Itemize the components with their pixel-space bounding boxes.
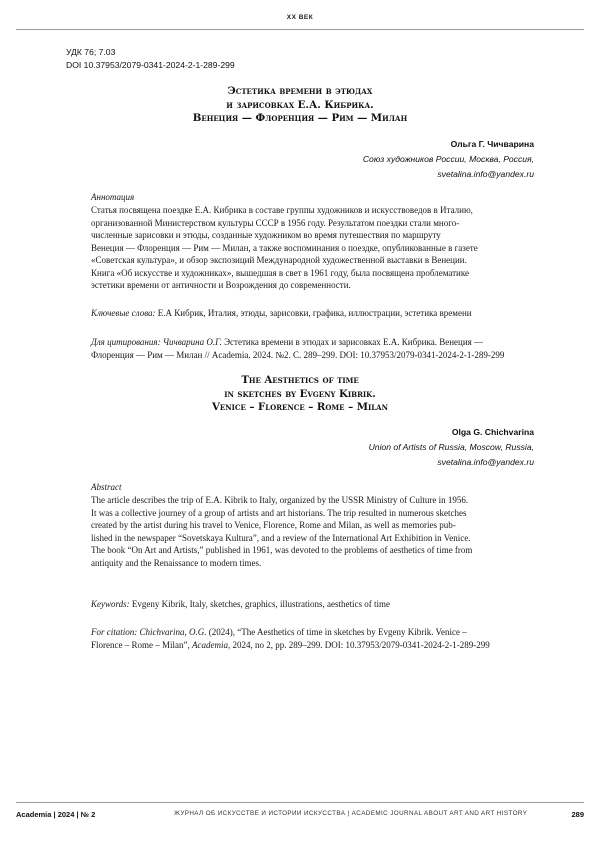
abstract-ru-line: Книга «Об искусстве и художниках», вышедшая в свет в 1961 году, была посвящена проблематике — [91, 267, 470, 278]
citation-en — [91, 626, 534, 651]
title-en — [66, 374, 534, 415]
citation-en-line2a: Florence – Rome – Milan”, — [91, 639, 190, 650]
author-affiliation-en: Union of Artists of Russia, Moscow, Russia, — [368, 442, 534, 452]
footer-rule — [16, 802, 584, 803]
abstract-en-line: antiquity and the Renaissance to modern times. — [91, 557, 262, 568]
author-email-ru[interactable]: svetalina.info@yandex.ru — [437, 169, 534, 179]
footer-journal-description: ЖУРНАЛ ОБ ИСКУССТВЕ И ИСТОРИИ ИСКУССТВА | ACADEMIC JOURNAL ABOUT ART AND ART HISTORY — [174, 810, 528, 817]
abstract-ru-line: численные зарисовки и этюды, созданные художником во время путешествия по маршруту — [91, 230, 441, 240]
title-ru — [66, 85, 534, 126]
abstract-en-line: created by the artist during his travel to Venice, Florence, Rome and Milan, as well as memories pub- — [91, 520, 456, 530]
citation-label-en: For citation: — [91, 627, 138, 637]
title-en-line: in sketches by Evgeny Kibrik. — [224, 387, 376, 400]
abstract-en-line: It was a collective journey of a group of artists and art historians. The trip resulted in numerous sketches — [91, 507, 467, 518]
citation-author-en: Chichvarina, O.G. — [139, 627, 207, 637]
title-en-line: The Aesthetics of time — [241, 374, 359, 386]
abstract-en-line: lished in the newspaper “Sovetskaya Kultura”, and a review of the International Art Exhibition in Venice. — [91, 532, 471, 543]
title-ru-line: и зарисовках Е.А. Кибрика. — [226, 98, 374, 111]
author-block-en — [369, 425, 534, 470]
title-ru-line: Эстетика времени в этюдах — [227, 85, 373, 97]
citation-ru — [91, 336, 534, 361]
author-name-en: Olga G. Chichvarina — [451, 427, 534, 437]
citation-en-line2b: , 2024, no 2, pp. 289–299. DOI: 10.37953/2079-0341-2024-2-1-289-299 — [227, 639, 490, 650]
citation-author-ru: Чичварина О.Г. — [162, 337, 222, 347]
title-ru-line: Венеция — Флоренция — Рим — Милан — [192, 112, 408, 124]
abstract-ru-line: эстетики времени от античности и Возрождения до современности. — [91, 280, 351, 290]
abstract-en-line: The article describes the trip of E.A. Kibrik to Italy, organized by the USSR Ministry of Culture in 1956. — [91, 495, 469, 505]
page-number: 289 — [571, 810, 584, 819]
abstract-label-en-text: Abstract — [91, 482, 122, 492]
abstract-ru — [91, 204, 534, 292]
keywords-en — [91, 598, 534, 611]
keywords-label-en: Keywords: — [91, 599, 130, 609]
abstract-ru-line: «Советская культура», и обзор экспозиций Международной художественной выставки в Венеции. — [91, 255, 467, 265]
abstract-ru-line: Венеция — Флоренция — Рим — Милан, а также воспоминания о поездке, опубликованные в газете — [91, 242, 478, 253]
citation-en-line1: (2024), “The Aesthetics of time in sketches by Evgeny Kibrik. Venice – — [208, 627, 467, 637]
header-rule — [16, 29, 584, 30]
citation-en-journal: Academia — [191, 639, 228, 650]
keywords-text-ru: Е.А Кибрик, Италия, этюды, зарисовки, графика, иллюстрации, эстетика времени — [157, 308, 472, 318]
abstract-ru-line: организованной Министерством культуры СССР в 1956 году. Результатом поездки стали много- — [91, 217, 460, 228]
abstract-label-ru-text: Аннотация — [91, 192, 135, 202]
udk-code: УДК 76; 7.03 — [66, 47, 116, 57]
author-name-ru: Ольга Г. Чичварина — [450, 139, 534, 149]
footer-journal-issue: Academia | 2024 | № 2 — [16, 810, 96, 819]
author-affiliation-ru: Союз художников России, Москва, Россия, — [362, 154, 534, 164]
abstract-en — [91, 494, 534, 569]
keywords-ru — [91, 307, 534, 320]
abstract-label-ru — [91, 191, 534, 204]
abstract-ru-line: Статья посвящена поездке Е.А. Кибрика в составе группы художников и искусствоведов в Италию, — [91, 205, 473, 215]
keywords-label-ru: Ключевые слова: — [91, 308, 156, 318]
citation-label-ru: Для цитирования: — [91, 337, 161, 347]
author-email-en[interactable]: svetalina.info@yandex.ru — [437, 457, 534, 467]
citation-ru-line1: Эстетика времени в этюдах и зарисовках Е.А. Кибрика. Венеция — — [224, 337, 484, 347]
doi[interactable]: DOI 10.37953/2079-0341-2024-2-1-289-299 — [66, 60, 235, 70]
keywords-text-en: Evgeny Kibrik, Italy, sketches, graphics, illustrations, aesthetics of time — [131, 599, 391, 609]
running-head: XX ВЕК — [286, 14, 314, 21]
citation-ru-line2: Флоренция — Рим — Милан // Academia. 2024. №2. С. 289–299. DOI: 10.37953/2079-0341-2024-2-1-289-299 — [91, 349, 505, 360]
abstract-en-line: The book “On Art and Artists,” published in 1961, was devoted to the problems of aesthetics of time from — [91, 545, 473, 555]
abstract-label-en — [91, 481, 534, 494]
title-en-line: Venice – Florence – Rome – Milan — [211, 401, 389, 413]
footer — [16, 810, 584, 824]
article-meta — [66, 46, 235, 72]
author-block-ru — [363, 137, 534, 182]
